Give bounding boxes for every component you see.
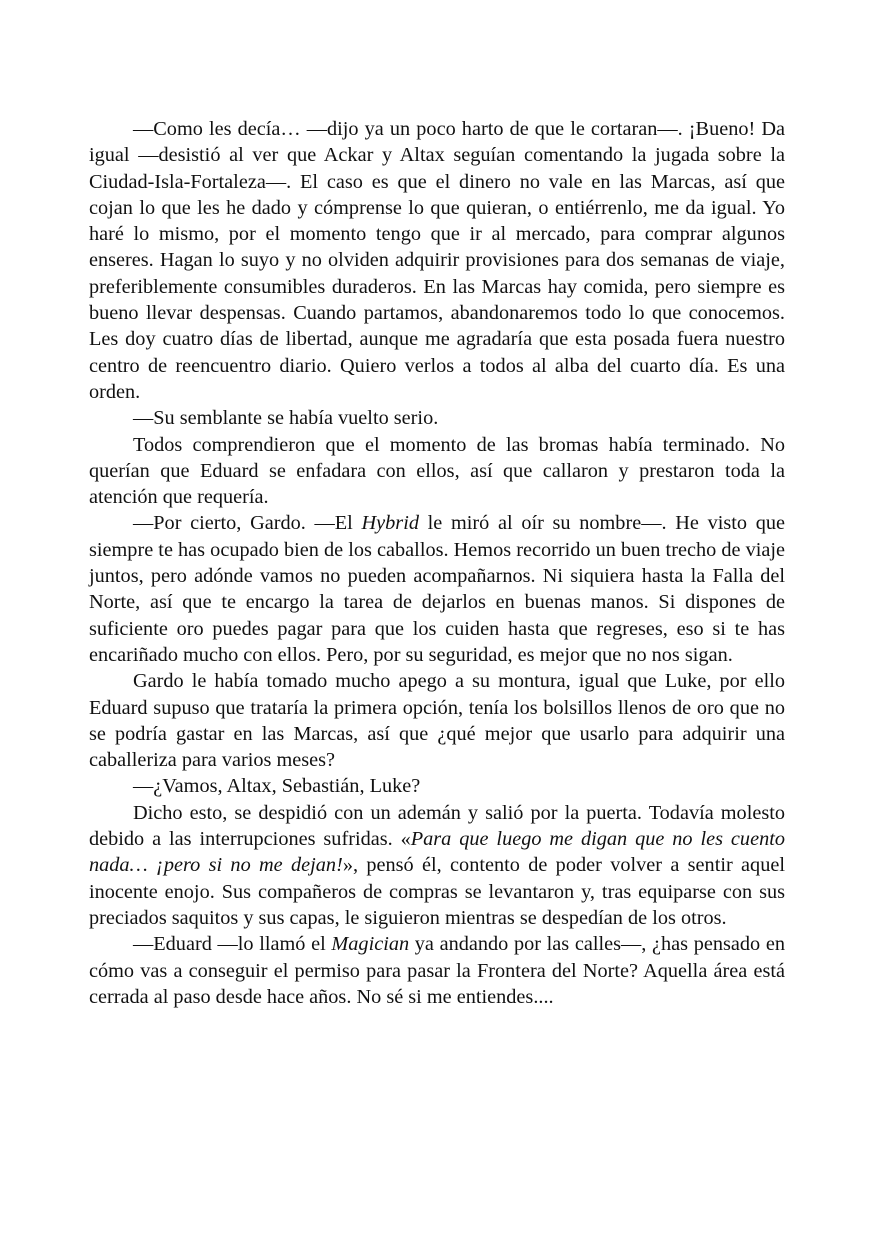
- italic-thought: Para que luego me digan que no les cuento nada… ¡pero si no me dejan!: [89, 828, 785, 877]
- paragraph-text: —¿Vamos, Altax, Sebastián, Luke?: [133, 775, 421, 798]
- paragraph-text: ya andando por las calles—, ¿has pensado en cómo vas a conseguir el permiso para pasar la Frontera del Norte? Aquella área está cerrada al paso desde hace años. No sé si me entiendes....: [89, 933, 785, 1008]
- paragraph-text: —Eduard —lo llamó el: [133, 933, 332, 956]
- paragraph-text: Gardo le había tomado mucho apego a su montura, igual que Luke, por ello Eduard supuso que trataría la primera opción, tenía los bolsillos llenos de oro que no se podría gastar en las Marcas, así que ¿qué mejor que usarlo para adquirir una caballeriza para varios meses?: [89, 670, 785, 772]
- italic-term-hybrid: Hybrid: [361, 512, 419, 535]
- paragraph-6: [89, 773, 785, 799]
- paragraph-text: —Por cierto, Gardo. —El: [133, 512, 362, 535]
- paragraph-3: [89, 432, 785, 511]
- italic-term-magician: Magician: [331, 933, 410, 956]
- page-body: [89, 116, 785, 1010]
- paragraph-2: [89, 405, 785, 431]
- paragraph-4: [89, 510, 785, 668]
- paragraph-text: —Su semblante se había vuelto serio.: [133, 407, 439, 430]
- paragraph-5: [89, 668, 785, 773]
- paragraph-text: le miró al oír su nombre—. He visto que siempre te has ocupado bien de los caballos. Hemos recorrido un buen trecho de viaje juntos, pero adónde vamos no pueden acompañarnos. Ni siquiera hasta la Falla del Norte, así que te encargo la tarea de dejarlos en buenas manos. Si dispones de suficiente oro puedes pagar para que los cuiden hasta que regreses, eso si te has encariñado mucho con ellos. Pero, por su seguridad, es mejor que no nos sigan.: [89, 512, 785, 666]
- paragraph-1: [89, 116, 785, 405]
- paragraph-text: Dicho esto, se despidió con un ademán y salió por la puerta. Todavía molesto debido a las interrupciones sufridas. «: [89, 801, 785, 851]
- paragraph-7: [89, 800, 785, 931]
- paragraph-text: », pensó él, contento de poder volver a sentir aquel inocente enojo. Sus compañeros de compras se levantaron y, tras equiparse con sus preciados saquitos y sus capas, le siguieron mientras se despedían de los otros.: [89, 854, 785, 929]
- paragraph-text: Todos comprendieron que el momento de las bromas había terminado. No querían que Eduard se enfadara con ellos, así que callaron y prestaron toda la atención que requería.: [89, 433, 785, 509]
- paragraph-8: [89, 931, 785, 1010]
- paragraph-text: —Como les decía… —dijo ya un poco harto de que le cortaran—. ¡Bueno! Da igual —desistió al ver que Ackar y Altax seguían comentando la jugada sobre la Ciudad-Isla-Fortaleza—. El caso es que el dinero no vale en las Marcas, así que cojan lo que les he dado y cómprense lo que quieran, o entiérrenlo, me da igual. Yo haré lo mismo, por el momento tengo que ir al mercado, para comprar algunos enseres. Hagan lo suyo y no olviden adquirir provisiones para dos semanas de viaje, preferiblemente consumibles duraderos. En las Marcas hay comida, pero siempre es bueno llevar despensas. Cuando partamos, abandonaremos todo lo que conocemos. Les doy cuatro días de libertad, aunque me agradaría que esta posada fuera nuestro centro de reencuentro diario. Quiero verlos a todos al alba del cuarto día. Es una orden.: [89, 118, 785, 403]
